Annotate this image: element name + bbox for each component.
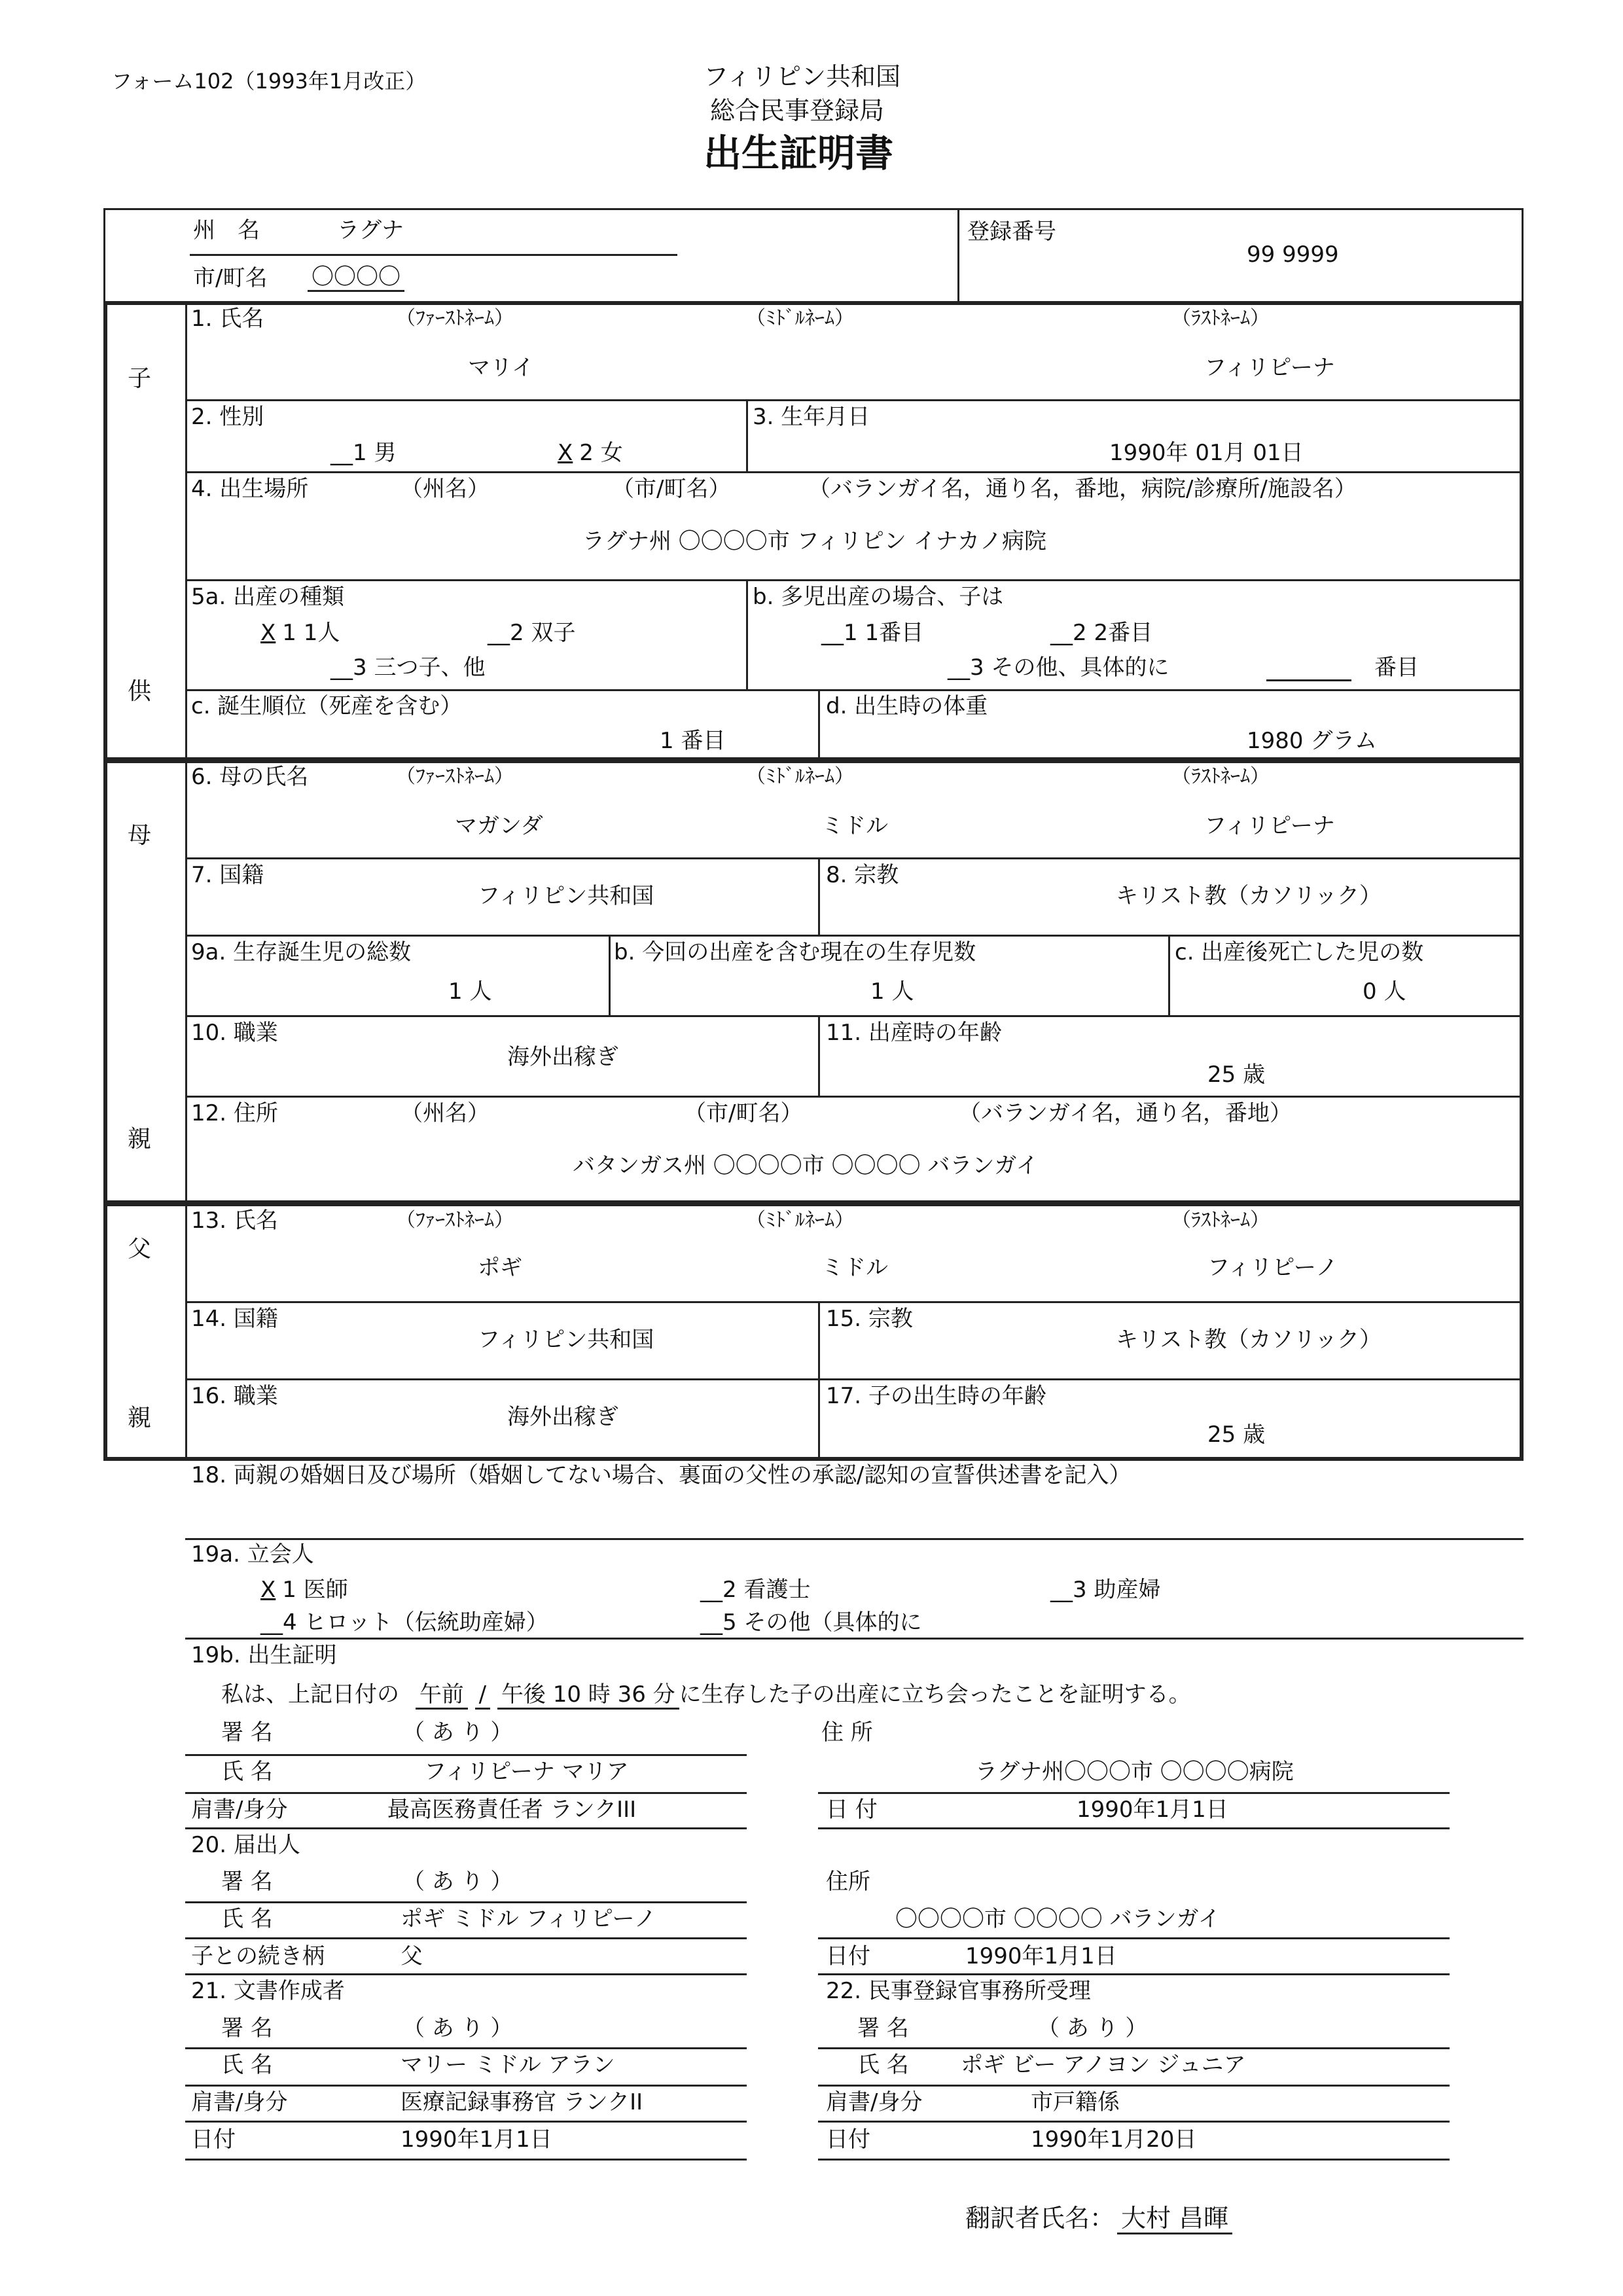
mother-middle-name: ミドル (821, 813, 888, 839)
birthplace-value: ラグナ州 〇〇〇〇市 フィリピン イナカノ病院 (582, 528, 1047, 554)
mother-dead-children-label: c. 出産後死亡した児の数 (1175, 939, 1424, 965)
certifier-title-label: 肩書/身分 (191, 1797, 288, 1823)
registrar-title-label: 肩書/身分 (826, 2089, 923, 2115)
birth-type-twin: __2 双子 (488, 620, 576, 646)
certifier-signature-value: （ あ り ） (402, 1719, 513, 1746)
father-first-name: ポギ (478, 1255, 522, 1281)
multiple-birth-label: b. 多児出産の場合、子は (753, 584, 1004, 610)
child-side-label-2: 供 (128, 678, 152, 705)
father-religion-label: 15. 宗教 (826, 1306, 913, 1332)
registrar-date-label: 日付 (826, 2126, 870, 2153)
informant-address-label: 住所 (826, 1869, 870, 1895)
birth-type-single: 1 1人 (282, 620, 340, 646)
father-nationality-value: フィリピン共和国 (478, 1327, 654, 1353)
birthplace-province-header: （州名） (401, 476, 490, 502)
mother-last-name: フィリピーナ (1204, 813, 1335, 839)
father-first-name-header: （ﾌｧｰｽﾄﾈｰﾑ） (396, 1209, 514, 1232)
multiple-birth-suffix: 番目 (1374, 655, 1419, 681)
attendant-doctor: 1 医師 (282, 1577, 348, 1603)
registry-number-label: 登録番号 (967, 219, 1056, 245)
informant-date-value: 1990年1月1日 (965, 1943, 1117, 1969)
marriage-label: 18. 両親の婚姻日及び場所（婚姻してない場合、裏面の父性の承認/認知の宣誓供述書を記入） (191, 1462, 1132, 1488)
father-religion-value: キリスト教（カソリック） (1116, 1327, 1382, 1353)
registrar-signature-value: （ あ り ） (1037, 2015, 1148, 2041)
registrar-title-value: 市戸籍係 (1031, 2089, 1120, 2115)
mother-nationality-value: フィリピン共和国 (478, 883, 654, 909)
certifier-signature-label: 署 名 (221, 1719, 273, 1746)
child-first-name: マリイ (468, 355, 534, 381)
translator-label: 翻訳者氏名： (965, 2204, 1115, 2233)
attendant-midwife: __3 助産婦 (1050, 1577, 1161, 1603)
mother-side-label-2: 親 (128, 1126, 152, 1153)
preparer-title-label: 肩書/身分 (191, 2089, 288, 2115)
certification-text-prefix: 私は、上記日付の (221, 1681, 399, 1708)
mother-address-detail-header: （バランガイ名，通り名，番地） (959, 1100, 1292, 1126)
mother-living-children-label: b. 今回の出産を含む現在の生存児数 (614, 939, 976, 965)
father-age-label: 17. 子の出生時の年齢 (826, 1383, 1046, 1409)
certifier-address-label: 住 所 (821, 1719, 873, 1746)
mother-nationality-label: 7. 国籍 (191, 862, 264, 888)
mother-religion-label: 8. 宗教 (826, 862, 899, 888)
dob-label: 3. 生年月日 (753, 404, 870, 430)
attendant-hilot: __4 ヒロット（伝統助産婦） (260, 1609, 548, 1636)
father-side-label-1: 父 (128, 1236, 152, 1263)
informant-date-label: 日付 (826, 1943, 870, 1969)
informant-name-value: ポギ ミドル フィリピーノ (401, 1906, 656, 1932)
mother-age-value: 25 歳 (1207, 1062, 1266, 1088)
mother-name-label: 6. 母の氏名 (191, 764, 309, 790)
informant-address-value: 〇〇〇〇市 〇〇〇〇 バランガイ (895, 1906, 1221, 1932)
mother-occupation-value: 海外出稼ぎ (507, 1044, 618, 1070)
attendant-label: 19a. 立会人 (191, 1541, 314, 1568)
attendant-nurse: __2 看護士 (700, 1577, 811, 1603)
birthplace-city-header: （市/町名） (612, 476, 731, 502)
informant-name-label: 氏 名 (221, 1906, 273, 1932)
certification-slash: / (475, 1681, 490, 1710)
registrar-signature-label: 署 名 (857, 2015, 909, 2041)
birthplace-label: 4. 出生場所 (191, 476, 309, 502)
mother-first-name: マガンダ (455, 813, 543, 839)
mother-total-children-label: 9a. 生存誕生児の総数 (191, 939, 412, 965)
certifier-name-label: 氏 名 (221, 1759, 273, 1785)
certifier-date-value: 1990年1月1日 (1077, 1797, 1228, 1823)
father-name-label: 13. 氏名 (191, 1208, 278, 1234)
birth-order-value: 1 番目 (660, 728, 726, 754)
country-name: フィリピン共和国 (704, 62, 901, 91)
preparer-signature-value: （ あ り ） (402, 2015, 513, 2041)
certification-am: 午前 (416, 1681, 468, 1710)
multiple-birth-other: __3 その他、具体的に (948, 655, 1169, 681)
father-occupation-value: 海外出稼ぎ (507, 1404, 618, 1430)
preparer-date-label: 日付 (191, 2126, 236, 2153)
father-middle-name-header: （ﾐﾄﾞﾙﾈｰﾑ） (746, 1209, 854, 1232)
mother-address-label: 12. 住所 (191, 1100, 278, 1126)
birth-weight-label: d. 出生時の体重 (826, 693, 988, 719)
father-side-label-2: 親 (128, 1405, 152, 1431)
certification-pm-time: 午後 10 時 36 分 (497, 1681, 679, 1710)
sex-label: 2. 性別 (191, 404, 264, 430)
preparer-label: 21. 文書作成者 (191, 1978, 345, 2004)
birth-type-single-mark: X (260, 620, 276, 646)
province-value: ラグナ (337, 217, 404, 243)
city-label: 市/町名 (193, 265, 268, 291)
father-middle-name: ミドル (821, 1255, 888, 1281)
father-last-name-header: （ﾗｽﾄﾈｰﾑ） (1171, 1209, 1270, 1232)
preparer-signature-label: 署 名 (221, 2015, 273, 2041)
child-last-name: フィリピーナ (1204, 355, 1335, 381)
certifier-title-value: 最高医務責任者 ランクIII (387, 1797, 637, 1823)
translator-name: 大村 昌暉 (1117, 2204, 1232, 2234)
registrar-name-value: ポギ ビー アノヨン ジュニア (961, 2052, 1246, 2078)
sex-female-option: 2 女 (579, 440, 623, 466)
city-value: 〇〇〇〇 (308, 264, 404, 292)
mother-religion-value: キリスト教（カソリック） (1116, 883, 1382, 909)
registry-number-value: 99 9999 (1247, 242, 1339, 268)
certifier-address-value: ラグナ州〇〇〇市 〇〇〇〇病院 (975, 1759, 1294, 1785)
preparer-date-value: 1990年1月1日 (401, 2126, 552, 2153)
form-number: フォーム102（1993年1月改正） (111, 69, 427, 94)
preparer-title-value: 医療記録事務官 ランクII (401, 2089, 643, 2115)
certifier-date-label: 日 付 (826, 1797, 878, 1823)
father-last-name: フィリピーノ (1207, 1255, 1338, 1281)
child-middle-name-header: （ﾐﾄﾞﾙﾈｰﾑ） (746, 307, 854, 330)
birth-order-label: c. 誕生順位（死産を含む） (191, 693, 463, 719)
mother-total-children-value: 1 人 (448, 978, 492, 1005)
child-last-name-header: （ﾗｽﾄﾈｰﾑ） (1171, 307, 1270, 330)
mother-address-city-header: （市/町名） (684, 1100, 803, 1126)
mother-last-name-header: （ﾗｽﾄﾈｰﾑ） (1171, 765, 1270, 788)
registrar-label: 22. 民事登録官事務所受理 (826, 1978, 1091, 2004)
registrar-date-value: 1990年1月20日 (1031, 2126, 1197, 2153)
child-side-label-1: 子 (128, 365, 152, 392)
registrar-name-label: 氏 名 (857, 2052, 909, 2078)
informant-label: 20. 届出人 (191, 1832, 300, 1858)
mother-first-name-header: （ﾌｧｰｽﾄﾈｰﾑ） (396, 765, 514, 788)
mother-side-label-1: 母 (128, 822, 152, 849)
multiple-birth-second: __2 2番目 (1050, 620, 1153, 646)
birth-type-label: 5a. 出産の種類 (191, 584, 345, 610)
father-occupation-label: 16. 職業 (191, 1383, 278, 1409)
informant-relation-value: 父 (401, 1943, 423, 1969)
multiple-birth-first: __1 1番目 (821, 620, 924, 646)
mother-occupation-label: 10. 職業 (191, 1020, 278, 1046)
mother-middle-name-header: （ﾐﾄﾞﾙﾈｰﾑ） (746, 765, 854, 788)
father-age-value: 25 歳 (1207, 1422, 1266, 1448)
certification-label: 19b. 出生証明 (191, 1642, 337, 1668)
sex-female-mark: X (558, 440, 573, 466)
informant-signature-label: 署 名 (221, 1869, 273, 1895)
informant-signature-value: （ あ り ） (402, 1869, 513, 1895)
sex-male-option: __1 男 (330, 440, 397, 466)
child-name-label: 1. 氏名 (191, 306, 264, 332)
attendant-other: __5 その他（具体的に (700, 1609, 922, 1636)
father-nationality-label: 14. 国籍 (191, 1306, 278, 1332)
dob-value: 1990年 01月 01日 (1109, 440, 1304, 466)
preparer-name-value: マリー ミドル アラン (401, 2052, 615, 2078)
mother-address-value: バタンガス州 〇〇〇〇市 〇〇〇〇 バランガイ (573, 1153, 1039, 1179)
informant-relation-label: 子との続き柄 (191, 1943, 325, 1969)
attendant-doctor-mark: X (260, 1577, 276, 1603)
certifier-name-value: フィリピーナ マリア (424, 1759, 629, 1785)
document-title: 出生証明書 (704, 131, 894, 175)
birth-weight-value: 1980 グラム (1247, 728, 1377, 754)
birth-type-triplet: __3 三つ子、他 (330, 655, 486, 681)
certification-text-suffix: に生存した子の出産に立ち会ったことを証明する。 (679, 1681, 1191, 1708)
mother-age-label: 11. 出産時の年齢 (826, 1020, 1002, 1046)
birthplace-detail-header: （バランガイ名，通り名，番地，病院/診療所/施設名） (808, 476, 1357, 502)
preparer-name-label: 氏 名 (221, 2052, 273, 2078)
office-name: 総合民事登録局 (710, 96, 885, 125)
mother-dead-children-value: 0 人 (1363, 978, 1406, 1005)
mother-address-province-header: （州名） (401, 1100, 490, 1126)
child-first-name-header: （ﾌｧｰｽﾄﾈｰﾑ） (396, 307, 514, 330)
province-label: 州 名 (193, 217, 260, 243)
mother-living-children-value: 1 人 (870, 978, 914, 1005)
